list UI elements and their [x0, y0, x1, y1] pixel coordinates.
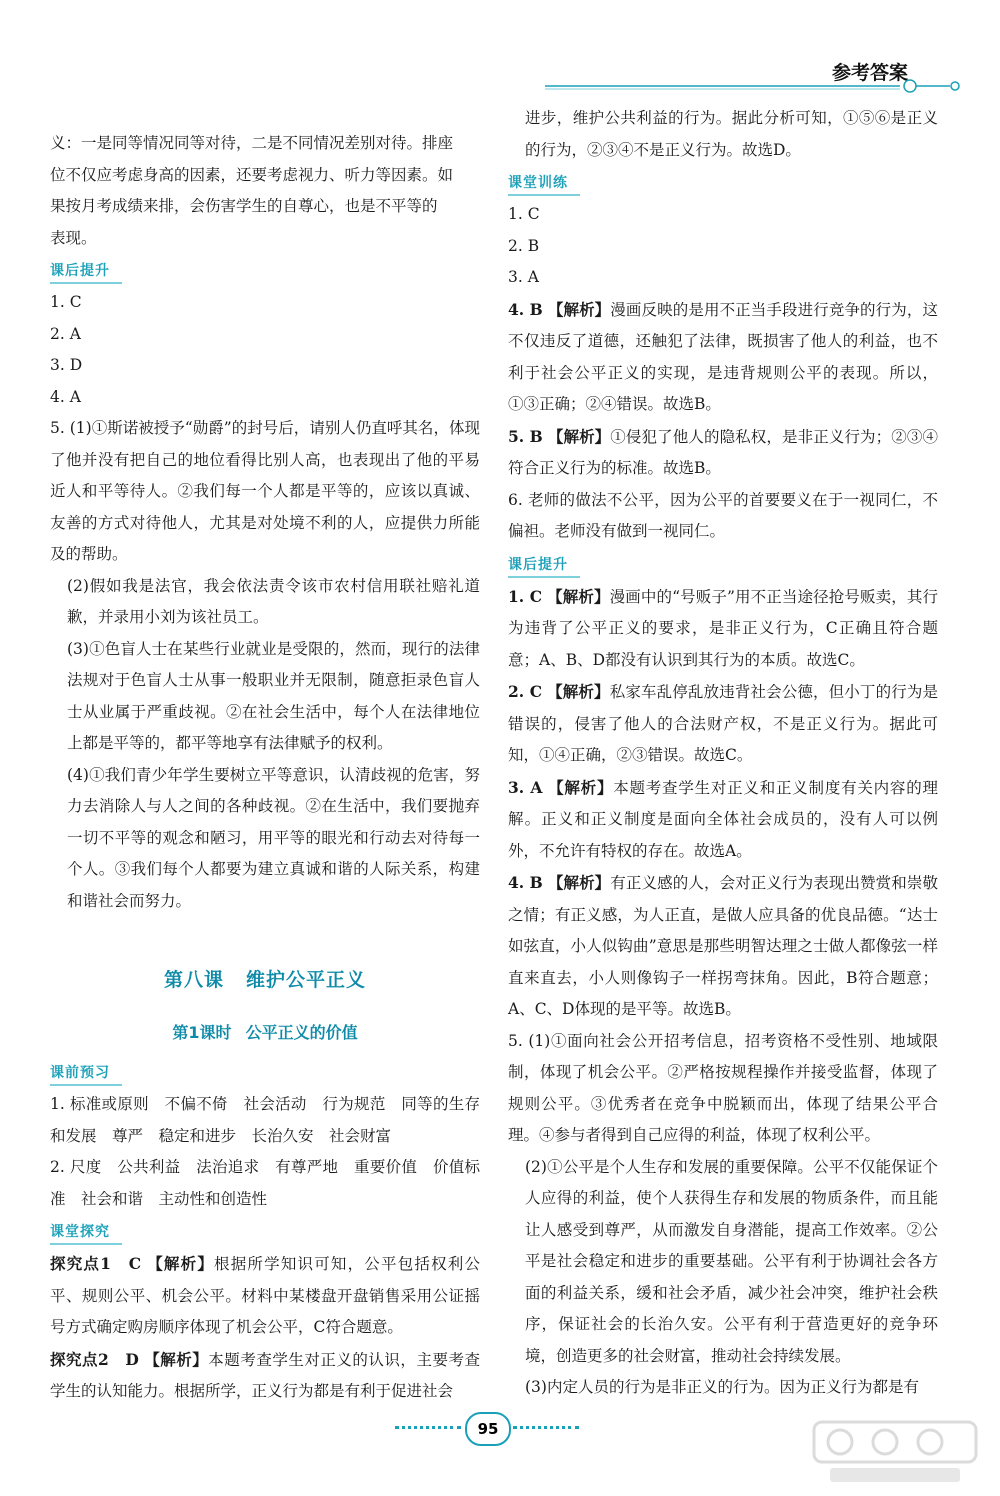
answer-item: 1. C	[508, 205, 540, 223]
intro-line: 表现。	[50, 228, 97, 247]
answer-h1	[508, 581, 938, 677]
answer-h5-part2: (2)①公平是个人生存和发展的重要保障。公平不仅能保证个人应得的利益，使个人获得生存和发展的物质条件，而且能让人感受到尊严，从而激发自身潜能，提高工作效率。②公平是社会稳定和进步的重要基础。公平有利于协调社会各方面的利益关系，缓和社会矛盾，减少社会冲突，维护社会秩序，保证社会的长治久安。公平有利于营造更好的竞争环境，创造更多的社会财富，推动社会持续发展。	[525, 1157, 938, 1365]
analysis-tag: 【解析】	[547, 426, 611, 446]
answer-h2	[508, 676, 938, 772]
answer-q4	[508, 294, 938, 421]
analysis-tag: 【解析】	[547, 682, 610, 701]
answer-h5-part3: (3)内定人员的行为是非正义的行为。因为正义行为都是有	[525, 1378, 919, 1396]
section-heading-explore: 课堂探究	[50, 1221, 122, 1245]
answer-q5-part1: 5. (1)①斯诺被授予“勋爵”的封号后，请别人仍直呼其名，体现了他并没有把自己的地位看得比别人高，也表现出了他的平易近人和平等待人。②我们每一个人都是平等的，应该以真诚、友善的方式对待他人，尤其是对处境不利的人，应提供力所能及的帮助。	[50, 419, 480, 563]
header-title: 参考答案	[831, 62, 908, 84]
section-heading-after-class: 课后提升	[50, 260, 122, 284]
period-number: 第1课时	[172, 1022, 232, 1042]
explore-point-2	[50, 1344, 480, 1408]
dotted-line-right	[513, 1426, 579, 1433]
analysis-tag: 【解析】	[547, 586, 610, 606]
intro-line: 位不仅应考虑身高的因素，还要考虑视力、听力等因素。如	[50, 165, 454, 184]
q4-label: 4. B	[508, 299, 543, 319]
dotted-line-left	[395, 1426, 461, 1433]
answer-q5-part3: (3)①色盲人士在某些行业就业是受限的，然而，现行的法律法规对于色盲人士从事一般职业并无限制，随意拒录色盲人士从业属于严重歧视。②在社会生活中，每个人在法律地位上都是平等的，都平等地享有法律赋予的权利。	[67, 639, 480, 752]
answer-item: 1. C	[50, 293, 82, 311]
answer-item: 2. B	[508, 236, 540, 255]
period-name: 公平正义的价值	[245, 1022, 358, 1042]
answer-q6: 6. 老师的做法不公平，因为公平的首要要义在于一视同仁，不偏袒。老师没有做到一视同仁。	[508, 490, 938, 540]
answer-q5-part4: (4)①我们青少年学生要树立平等意识，认清歧视的危害，努力去消除人与人之间的各种歧视。②在生活中，我们要抛弃一切不平等的观念和陋习，用平等的眼光和行动去对待每一个人。③我们每个人都要为建立真诚和谐的人际关系，构建和谐社会而努力。	[67, 765, 480, 910]
section-heading-after-class: 课后提升	[508, 554, 580, 578]
q5-text: ①侵犯了他人的隐私权，是非正义行为；②③④符合正义行为的标准。故选B。	[508, 427, 938, 477]
lesson-title	[50, 965, 480, 997]
continued-text: 进步，维护公共利益的行为。据此分析可知，①⑤⑥是正义的行为，②③④不是正义行为。故选D。	[525, 109, 938, 159]
answer-item: 2. A	[50, 324, 81, 343]
section-heading-preview: 课前预习	[50, 1062, 122, 1086]
explore-2-label: 探究点2 D	[50, 1349, 139, 1369]
answer-item: 4. A	[50, 387, 81, 406]
answer-q5-part2: (2)假如我是法官，我会依法责令该市农村信用联社赔礼道歉，并录用小刘为该社员工。	[67, 576, 480, 626]
preview-answer-1: 1. 标准或原则 不偏不倚 社会活动 行为规范 同等的生存和发展 尊严 稳定和进步 长治久安 社会财富	[50, 1095, 480, 1145]
q5-label: 5. B	[508, 426, 543, 446]
page-number: 95	[465, 1412, 511, 1446]
answer-h4	[508, 867, 938, 1026]
lesson-number: 第八课	[163, 969, 224, 991]
section-heading-class-training: 课堂训练	[508, 172, 580, 196]
explore-1-text: 根据所学知识可知，公平包括权利公平、规则公平、机会公平。材料中某楼盘开盘销售采用公证摇号方式确定购房顺序体现了机会公平，C符合题意。	[50, 1255, 480, 1336]
preview-answer-2: 2. 尺度 公共利益 法治追求 有尊严地 重要价值 价值标准 社会和谐 主动性和创造性	[50, 1158, 480, 1208]
q4-text: 漫画反映的是用不正当手段进行竞争的行为，这不仅违反了道德，还触犯了法律，既损害了他人的利益，也不利于社会公平正义的实现，是违背规则公平的表现。所以，①③正确；②④错误。故选B。	[508, 300, 938, 413]
h1-label: 1. C	[508, 586, 543, 606]
answer-item: 3. D	[50, 356, 83, 374]
period-title	[50, 1017, 480, 1049]
h1-text: 漫画中的“号贩子”用不正当途径抢号贩卖，其行为违背了公平正义的要求，是非正义行为，C正确且符合题意；A、B、D都没有认识到其行为的本质。故选C。	[508, 587, 938, 669]
left-column	[50, 128, 480, 1408]
answer-item: 3. A	[508, 268, 539, 286]
h3-text: 本题考查学生对正义和正义制度有关内容的理解。正义和正义制度是面向全体社会成员的，没有人可以例外，不允许有特权的存在。故选A。	[508, 778, 938, 860]
answer-h3	[508, 772, 938, 868]
analysis-tag: 【解析】	[547, 873, 611, 892]
intro-line: 义：一是同等情况同等对待，二是不同情况差别对待。排座	[50, 134, 454, 152]
analysis-tag: 【解析】	[147, 1254, 215, 1273]
right-column	[508, 103, 938, 1404]
analysis-tag: 【解析】	[144, 1349, 209, 1369]
watermark-logo	[810, 1418, 980, 1488]
answer-h5-part1: 5. (1)①面向社会公开招考信息，招考资格不受性别、地域限制，体现了机会公平。②严格按规程操作并接受监督，体现了规则公平。③优秀者在竞争中脱颖而出，体现了结果公平合理。④参与者得到自己应得的利益，体现了权利公平。	[508, 1031, 938, 1144]
analysis-tag: 【解析】	[548, 777, 614, 797]
explore-2-text: 本题考查学生对正义的认识，主要考查学生的认知能力。根据所学，正义行为都是有利于促进社会	[50, 1350, 480, 1400]
explore-1-label: 探究点1 C	[50, 1254, 142, 1273]
h4-text: 有正义感的人，会对正义行为表现出赞赏和崇敬之情；有正义感，为人正直，是做人应具备的优良品德。“达士如弦直，小人似钩曲”意思是那些明智达理之士做人都像弦一样直来直去，小人则像钩子一样拐弯抹角。因此，B符合题意；A、C、D体现的是平等。故选B。	[508, 874, 938, 1018]
intro-line: 果按月考成绩来排，会伤害学生的自尊心，也是不平等的	[50, 197, 438, 215]
answer-q5	[508, 421, 938, 485]
analysis-tag: 【解析】	[547, 299, 611, 319]
h3-label: 3. A	[508, 777, 543, 797]
h4-label: 4. B	[508, 873, 543, 892]
lesson-name: 维护公平正义	[246, 969, 367, 991]
page-number-ornament	[395, 1410, 595, 1450]
h2-label: 2. C	[508, 682, 543, 701]
explore-point-1	[50, 1248, 480, 1344]
h2-text: 私家车乱停乱放违背社会公德，但小丁的行为是错误的，侵害了他人的合法财产权，不是正义行为。据此可知，①④正确，②③错误。故选C。	[508, 683, 938, 764]
header-decorative-line	[545, 76, 965, 96]
